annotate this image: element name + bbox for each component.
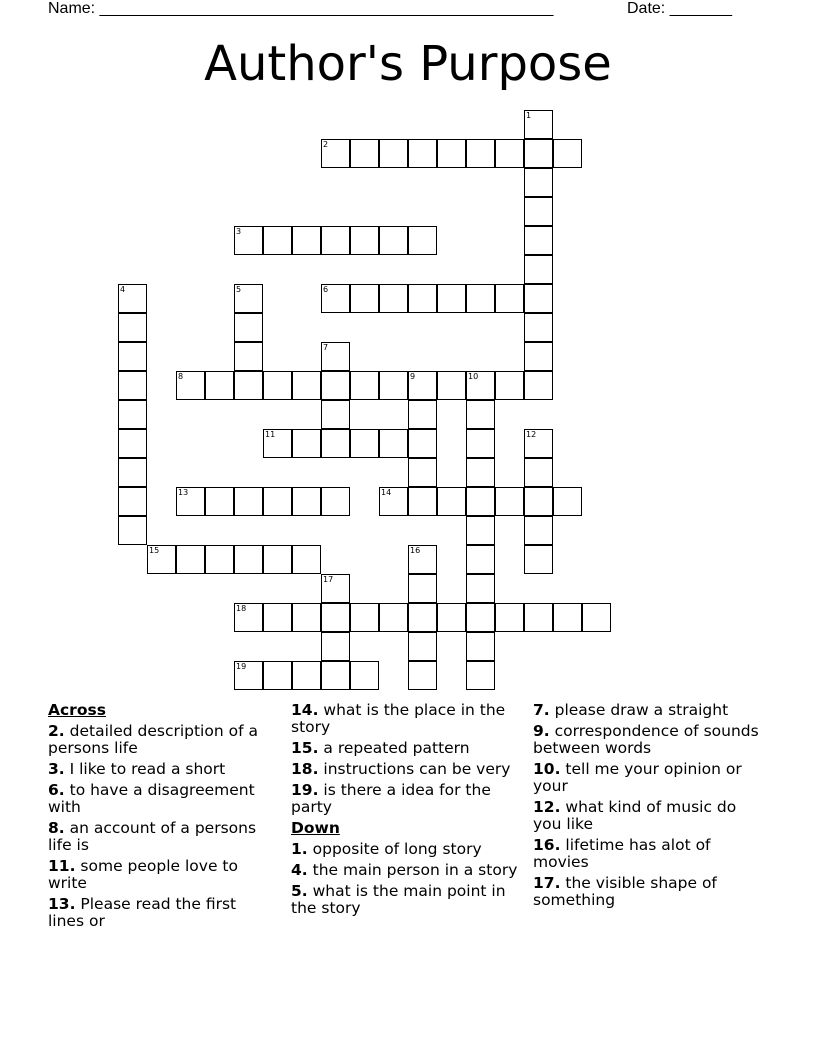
- crossword-cell[interactable]: [524, 168, 553, 197]
- clue-text: some people love to write: [48, 857, 238, 892]
- crossword-cell[interactable]: [118, 342, 147, 371]
- crossword-cell[interactable]: [524, 110, 553, 139]
- crossword-cell[interactable]: [205, 487, 234, 516]
- clue-text: tell me your opinion or your: [533, 760, 742, 795]
- down-heading: Down: [291, 819, 340, 837]
- clue-item: [48, 723, 273, 757]
- crossword-cell[interactable]: [466, 545, 495, 574]
- crossword-cell[interactable]: [495, 603, 524, 632]
- crossword-cell[interactable]: [292, 487, 321, 516]
- crossword-cell[interactable]: [379, 429, 408, 458]
- clue-number: 17.: [533, 874, 561, 892]
- crossword-cell[interactable]: [408, 661, 437, 690]
- clue-text: the visible shape of something: [533, 874, 717, 909]
- crossword-cell[interactable]: [582, 603, 611, 632]
- crossword-cell[interactable]: [524, 603, 553, 632]
- clue-text: I like to read a short: [69, 760, 226, 778]
- crossword-cell[interactable]: [524, 139, 553, 168]
- crossword-cell[interactable]: [118, 429, 147, 458]
- crossword-cell[interactable]: [118, 516, 147, 545]
- name-field-label[interactable]: Name: ___________________________________________________: [48, 0, 554, 17]
- crossword-cell[interactable]: [321, 661, 350, 690]
- clue-number: 5.: [291, 882, 308, 900]
- clue-item: [48, 782, 273, 816]
- clue-number: 15.: [291, 739, 319, 757]
- crossword-cell[interactable]: [437, 284, 466, 313]
- crossword-cell[interactable]: [205, 545, 234, 574]
- clue-text: Please read the first lines or: [48, 895, 237, 930]
- crossword-cell[interactable]: [234, 342, 263, 371]
- crossword-cell[interactable]: [466, 632, 495, 661]
- crossword-cell[interactable]: [118, 458, 147, 487]
- clue-text: detailed description of a persons life: [48, 722, 258, 757]
- clue-text: what kind of music do you like: [533, 798, 737, 833]
- crossword-cell[interactable]: [379, 371, 408, 400]
- crossword-cell[interactable]: [495, 487, 524, 516]
- crossword-cell[interactable]: [408, 487, 437, 516]
- clue-text: what is the main point in the story: [291, 882, 506, 917]
- clue-item: [291, 841, 521, 858]
- crossword-cell[interactable]: [118, 371, 147, 400]
- crossword-cell[interactable]: [437, 603, 466, 632]
- cell-number: 1: [526, 111, 532, 120]
- clue-item: [533, 799, 763, 833]
- crossword-cell[interactable]: [118, 400, 147, 429]
- cell-number: 10: [468, 372, 479, 381]
- clue-number: 8.: [48, 819, 65, 837]
- crossword-cell[interactable]: [379, 284, 408, 313]
- crossword-cell[interactable]: [408, 400, 437, 429]
- crossword-cell[interactable]: [466, 487, 495, 516]
- clue-number: 4.: [291, 861, 308, 879]
- crossword-cell[interactable]: [321, 226, 350, 255]
- crossword-cell[interactable]: [263, 487, 292, 516]
- crossword-cell[interactable]: [524, 284, 553, 313]
- clue-number: 14.: [291, 701, 319, 719]
- crossword-cell[interactable]: [234, 661, 263, 690]
- crossword-cell[interactable]: [524, 197, 553, 226]
- clue-number: 11.: [48, 857, 76, 875]
- crossword-cell[interactable]: [466, 371, 495, 400]
- crossword-cell[interactable]: [263, 661, 292, 690]
- cell-number: 6: [323, 285, 329, 294]
- cell-number: 16: [410, 546, 421, 555]
- crossword-cell[interactable]: [495, 139, 524, 168]
- crossword-cell[interactable]: [379, 603, 408, 632]
- crossword-cell[interactable]: [292, 226, 321, 255]
- crossword-cell[interactable]: [118, 313, 147, 342]
- clue-text: to have a disagreement with: [48, 781, 255, 816]
- crossword-cell[interactable]: [350, 429, 379, 458]
- crossword-cell[interactable]: [524, 545, 553, 574]
- crossword-cell[interactable]: [408, 139, 437, 168]
- crossword-cell[interactable]: [408, 284, 437, 313]
- crossword-cell[interactable]: [263, 226, 292, 255]
- crossword-cell[interactable]: [321, 284, 350, 313]
- clue-item: [533, 875, 763, 909]
- clue-item: [533, 702, 763, 719]
- crossword-cell[interactable]: [292, 545, 321, 574]
- crossword-cell[interactable]: [292, 603, 321, 632]
- clues-column-1: [48, 702, 273, 934]
- clue-number: 7.: [533, 701, 550, 719]
- crossword-cell[interactable]: [408, 632, 437, 661]
- cell-number: 5: [236, 285, 242, 294]
- crossword-cell[interactable]: [466, 603, 495, 632]
- crossword-cell[interactable]: [292, 429, 321, 458]
- crossword-cell[interactable]: [321, 139, 350, 168]
- cell-number: 7: [323, 343, 329, 352]
- clue-number: 1.: [291, 840, 308, 858]
- clue-number: 6.: [48, 781, 65, 799]
- crossword-cell[interactable]: [524, 487, 553, 516]
- clue-item: [48, 761, 273, 778]
- cell-number: 14: [381, 488, 392, 497]
- cell-number: 9: [410, 372, 416, 381]
- crossword-cell[interactable]: [321, 487, 350, 516]
- crossword-cell[interactable]: [176, 545, 205, 574]
- crossword-cell[interactable]: [408, 458, 437, 487]
- crossword-cell[interactable]: [437, 487, 466, 516]
- cell-number: 12: [526, 430, 537, 439]
- crossword-cell[interactable]: [466, 661, 495, 690]
- crossword-cell[interactable]: [234, 226, 263, 255]
- crossword-cell[interactable]: [408, 545, 437, 574]
- clue-text: a repeated pattern: [323, 739, 470, 757]
- crossword-cell[interactable]: [350, 661, 379, 690]
- crossword-cell[interactable]: [408, 226, 437, 255]
- clue-item: [291, 883, 521, 917]
- crossword-cell[interactable]: [524, 313, 553, 342]
- crossword-cell[interactable]: [466, 429, 495, 458]
- clue-text: the main person in a story: [312, 861, 518, 879]
- crossword-cell[interactable]: [234, 487, 263, 516]
- crossword-cell[interactable]: [524, 342, 553, 371]
- crossword-cell[interactable]: [263, 545, 292, 574]
- crossword-cell[interactable]: [321, 400, 350, 429]
- crossword-cell[interactable]: [495, 284, 524, 313]
- cell-number: 3: [236, 227, 242, 236]
- cell-number: 8: [178, 372, 184, 381]
- clue-number: 19.: [291, 781, 319, 799]
- clue-item: [533, 761, 763, 795]
- crossword-cell[interactable]: [379, 139, 408, 168]
- clue-text: lifetime has alot of movies: [533, 836, 711, 871]
- clue-number: 10.: [533, 760, 561, 778]
- crossword-cell[interactable]: [234, 371, 263, 400]
- clue-text: opposite of long story: [312, 840, 482, 858]
- clue-item: [291, 761, 521, 778]
- clue-item: [533, 723, 763, 757]
- cell-number: 15: [149, 546, 160, 555]
- crossword-cell[interactable]: [118, 487, 147, 516]
- clue-text: instructions can be very: [323, 760, 511, 778]
- clue-number: 12.: [533, 798, 561, 816]
- crossword-cell[interactable]: [321, 342, 350, 371]
- crossword-cell[interactable]: [234, 313, 263, 342]
- crossword-cell[interactable]: [437, 139, 466, 168]
- clue-number: 18.: [291, 760, 319, 778]
- clue-number: 16.: [533, 836, 561, 854]
- clue-text: is there a idea for the party: [291, 781, 491, 816]
- crossword-cell[interactable]: [408, 574, 437, 603]
- crossword-cell[interactable]: [234, 284, 263, 313]
- crossword-cell[interactable]: [292, 371, 321, 400]
- clue-text: correspondence of sounds between words: [533, 722, 759, 757]
- crossword-cell[interactable]: [321, 429, 350, 458]
- clue-item: [291, 740, 521, 757]
- clue-item: [291, 702, 521, 736]
- crossword-cell[interactable]: [263, 429, 292, 458]
- crossword-cell[interactable]: [147, 545, 176, 574]
- crossword-cell[interactable]: [321, 574, 350, 603]
- clue-item: [291, 862, 521, 879]
- cell-number: 19: [236, 662, 247, 671]
- crossword-cell[interactable]: [408, 429, 437, 458]
- date-field-label[interactable]: Date: _______: [627, 0, 732, 17]
- crossword-cell[interactable]: [350, 139, 379, 168]
- cell-number: 18: [236, 604, 247, 613]
- clue-number: 2.: [48, 722, 65, 740]
- crossword-cell[interactable]: [408, 603, 437, 632]
- crossword-cell[interactable]: [524, 516, 553, 545]
- clue-number: 9.: [533, 722, 550, 740]
- clue-item: [48, 858, 273, 892]
- crossword-cell[interactable]: [466, 400, 495, 429]
- clue-number: 13.: [48, 895, 76, 913]
- crossword-cell[interactable]: [205, 371, 234, 400]
- clue-item: [48, 820, 273, 854]
- clue-text: what is the place in the story: [291, 701, 506, 736]
- crossword-cell[interactable]: [524, 226, 553, 255]
- crossword-cell[interactable]: [350, 226, 379, 255]
- crossword-cell[interactable]: [176, 487, 205, 516]
- crossword-cell[interactable]: [234, 545, 263, 574]
- clue-item: [533, 837, 763, 871]
- crossword-cell[interactable]: [321, 371, 350, 400]
- crossword-cell[interactable]: [466, 458, 495, 487]
- cell-number: 13: [178, 488, 189, 497]
- clues-column-2: [291, 702, 521, 921]
- crossword-cell[interactable]: [524, 458, 553, 487]
- crossword-cell[interactable]: [321, 632, 350, 661]
- crossword-cell[interactable]: [118, 284, 147, 313]
- crossword-cell[interactable]: [466, 516, 495, 545]
- crossword-cell[interactable]: [408, 371, 437, 400]
- crossword-cell[interactable]: [350, 603, 379, 632]
- crossword-cell[interactable]: [524, 255, 553, 284]
- crossword-cell[interactable]: [466, 284, 495, 313]
- clue-text: please draw a straight: [554, 701, 729, 719]
- cell-number: 11: [265, 430, 276, 439]
- clue-item: [48, 896, 273, 930]
- clues-column-3: [533, 702, 763, 913]
- crossword-cell[interactable]: [350, 284, 379, 313]
- crossword-cell[interactable]: [263, 603, 292, 632]
- crossword-cell[interactable]: [466, 139, 495, 168]
- crossword-cell[interactable]: [263, 371, 292, 400]
- crossword-cell[interactable]: [524, 429, 553, 458]
- crossword-cell[interactable]: [379, 487, 408, 516]
- across-heading: Across: [48, 701, 106, 719]
- crossword-cell[interactable]: [437, 371, 466, 400]
- crossword-cell[interactable]: [524, 371, 553, 400]
- crossword-cell[interactable]: [176, 371, 205, 400]
- crossword-cell[interactable]: [553, 603, 582, 632]
- crossword-cell[interactable]: [553, 487, 582, 516]
- page-title: Author's Purpose: [204, 36, 612, 92]
- crossword-cell[interactable]: [292, 661, 321, 690]
- cell-number: 2: [323, 140, 329, 149]
- cell-number: 17: [323, 575, 334, 584]
- crossword-cell[interactable]: [466, 574, 495, 603]
- crossword-cell[interactable]: [553, 139, 582, 168]
- clue-item: [291, 782, 521, 816]
- clue-number: 3.: [48, 760, 65, 778]
- crossword-cell[interactable]: [350, 371, 379, 400]
- clue-text: an account of a persons life is: [48, 819, 257, 854]
- crossword-cell[interactable]: [495, 371, 524, 400]
- crossword-cell[interactable]: [321, 603, 350, 632]
- crossword-cell[interactable]: [234, 603, 263, 632]
- cell-number: 4: [120, 285, 126, 294]
- crossword-cell[interactable]: [379, 226, 408, 255]
